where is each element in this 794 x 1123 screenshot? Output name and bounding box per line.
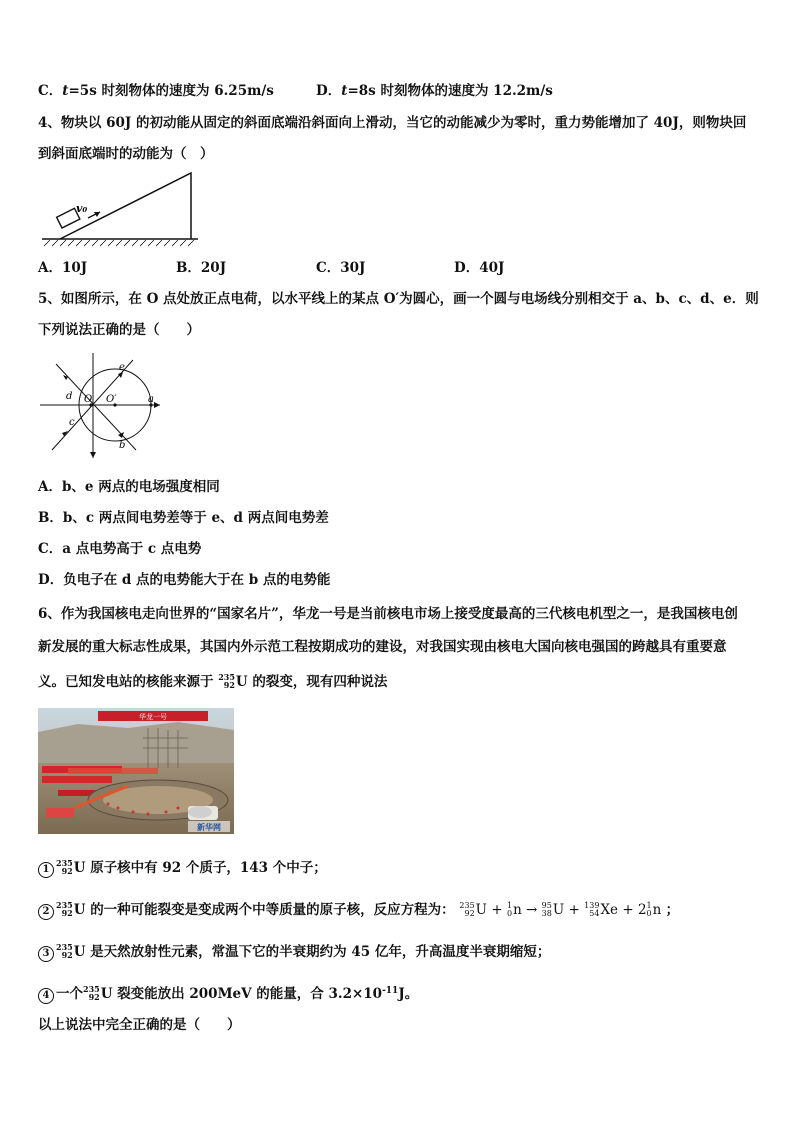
statement-2: 2 235 92 U 的一种可能裂变是变成两个中等质量的原子核，反应方程为： 235 92 U + 1 0 n → 95 38 U + 139 54 Xe + 2 1 0 n ； [38, 901, 679, 920]
circled-number-2: 2 [38, 904, 54, 920]
label-c: c [69, 417, 75, 428]
q3-option-d: D．t=8s 时刻物体的速度为 12.2m/s [316, 83, 553, 99]
q4-stem-line2: 到斜面底端时的动能为（ ） [38, 146, 214, 162]
q4-stem-line1: 4、物块以 60J 的初动能从固定的斜面底端沿斜面向上滑动，当它的动能减少为零时，重力势能增加了 40J，则物块回 [38, 115, 747, 131]
statement-3: 3 235 92 U 是天然放射性元素，常温下它的半衰期约为 45 亿年，升高温度半衰期缩短； [38, 943, 550, 962]
q4-option-c: C．30J [316, 260, 366, 276]
q4-option-a: A．10J [38, 260, 88, 276]
q3-option-c: C．t=5s 时刻物体的速度为 6.25m/s [38, 83, 274, 99]
q6-stem-line1: 6、作为我国核电走向世界的“国家名片”，华龙一号是当前核电市场上接受度最高的三代核电机型之一，是我国核电创 [38, 606, 738, 622]
photo-banner: 华龙一号 [139, 713, 167, 721]
q5-option-d: D．负电子在 d 点的电势能大于在 b 点的电势能 [38, 572, 331, 588]
statement-4: 4 一个 235 92 U 裂变能放出 200MeV 的能量，合 $3.2\times 10^{-11}J$。 [38, 985, 418, 1004]
label-d: d [66, 391, 73, 402]
q5-stem-line1: 5、如图所示，在 O 点处放正点电荷，以水平线上的某点 O′为圆心，画一个圆与电场线分别相交于 a、b、c、d、e．则 [38, 291, 759, 307]
q6-stem-line3: 义。已知发电站的核能来源于 235 92 U 的裂变，现有四种说法 [38, 672, 388, 690]
label-O: O [84, 394, 93, 405]
label-O-prime: O′ [106, 394, 117, 405]
fission-equation: 235 92 U + 1 0 n → 95 38 U + 139 54 Xe + 2 1 0 n [459, 901, 662, 918]
photo-watermark: 新华网 [197, 823, 221, 832]
q6-question: 以上说法中完全正确的是（ ） [38, 1017, 241, 1033]
q4-option-b: B．20J [176, 260, 227, 276]
q4-option-d: D．40J [454, 260, 505, 276]
label-e: e [119, 362, 125, 373]
statement-1: 1 235 92 U 原子核中有 92 个质子，143 个中子； [38, 859, 327, 878]
q5-stem-line2: 下列说法正确的是（ ） [38, 322, 200, 338]
construction-photo [38, 708, 234, 834]
label-b: b [119, 440, 126, 451]
circled-number-4: 4 [38, 988, 54, 1004]
q4-incline-diagram [38, 170, 204, 250]
q5-option-b: B．b、c 两点间电势差等于 e、d 两点间电势差 [38, 510, 329, 526]
v0-label: v₀ [76, 202, 88, 215]
label-a: a [148, 394, 154, 405]
circled-number-1: 1 [38, 862, 54, 878]
q6-stem-line2: 新发展的重大标志性成果，其国内外示范工程按期成功的建设，对我国实现由核电大国向核电强国的跨越具有重要意 [38, 639, 727, 655]
isotope-u235: 235 92 [218, 672, 235, 690]
q5-field-diagram [38, 350, 164, 462]
q5-option-c: C．a 点电势高于 c 点电势 [38, 541, 202, 557]
circled-number-3: 3 [38, 946, 54, 962]
q5-option-a: A．b、e 两点的电场强度相同 [38, 479, 220, 495]
